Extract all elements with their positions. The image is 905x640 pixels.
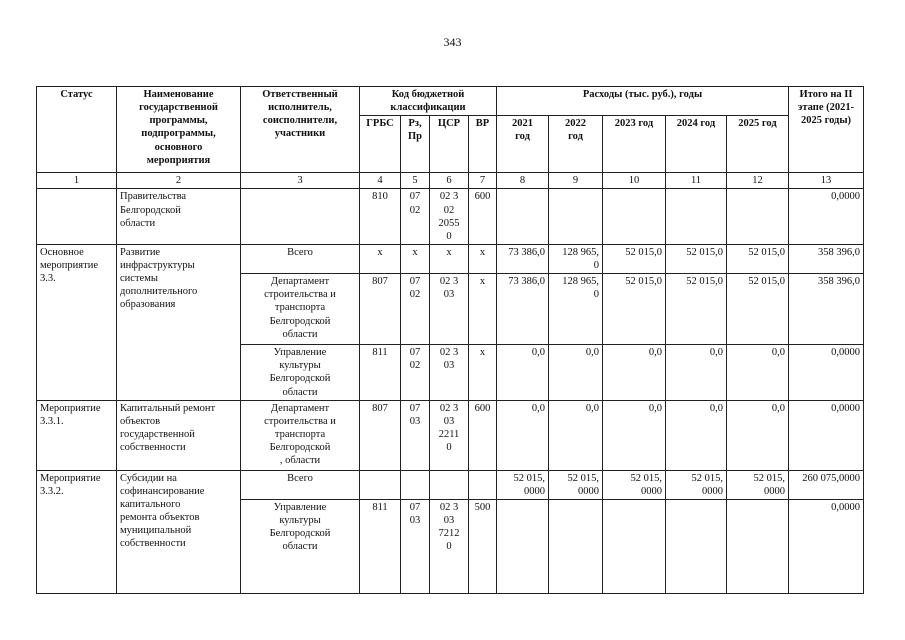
cell-text-line: 07 xyxy=(409,347,421,359)
total-cell: 260 075,0000 xyxy=(789,470,864,499)
cell-text-line: 0000 xyxy=(524,485,545,497)
cell-text-line: 07 xyxy=(409,402,421,414)
amount-2025-cell xyxy=(727,470,789,499)
status-cell xyxy=(37,244,117,400)
amount-2025-cell xyxy=(727,345,789,401)
executor-cell xyxy=(241,345,360,401)
cell-text-line: 02 xyxy=(443,204,455,216)
cell-text-line: 03 xyxy=(443,515,455,526)
cell-text-line: 52 015, xyxy=(513,472,545,484)
cell-text-line: ЦСР xyxy=(437,118,461,130)
cell-text-line: 0,0 xyxy=(531,402,545,414)
cell-text-line: Управление xyxy=(273,347,327,359)
grbs-cell: 811 xyxy=(360,499,401,593)
rzpr-cell xyxy=(401,274,430,345)
header-expenses xyxy=(497,87,789,116)
cell-text-line: 02 3 xyxy=(439,191,459,203)
total-cell: 0,0000 xyxy=(789,400,864,470)
amount-2024-cell xyxy=(666,470,727,499)
cell-text-line: 7212 xyxy=(438,528,460,540)
cell-text-line: Код бюджетной xyxy=(391,89,465,100)
cell-text-line: Всего xyxy=(287,472,313,484)
name-cell xyxy=(117,189,241,245)
cell-text-line: Итого на II xyxy=(799,89,853,100)
column-number: 6 xyxy=(430,173,469,189)
cell-text-line: мероприятия xyxy=(146,154,211,166)
cell-text-line: 02 xyxy=(409,360,421,372)
cell-text-line: 03 xyxy=(409,515,421,526)
cell-text-line: 3.3.1. xyxy=(40,415,64,427)
cell-text-line: 2025 годы) xyxy=(800,115,852,127)
header-name xyxy=(117,87,241,173)
cell-text-line: 0,0 xyxy=(771,347,785,359)
cell-text-line: 0 xyxy=(593,289,599,301)
cell-text-line: 52 015, xyxy=(753,472,785,484)
cell-text-line: 02 xyxy=(409,204,421,216)
cell-text-line: 02 3 xyxy=(439,501,459,513)
cell-text-line: 07 xyxy=(409,191,421,203)
cell-text-line: Белгородской xyxy=(120,204,181,216)
cell-text-line: области xyxy=(282,386,318,398)
cell-text-line: Белгородской xyxy=(269,315,331,327)
column-number: 7 xyxy=(469,173,497,189)
column-number-row xyxy=(37,173,864,189)
cell-text-line: Белгородской xyxy=(269,528,331,540)
header-grbs xyxy=(360,116,401,173)
header-total xyxy=(789,87,864,173)
cell-text-line: мероприятие xyxy=(40,260,98,271)
total-cell: 0,0000 xyxy=(789,345,864,401)
amount-2023-cell xyxy=(603,274,666,345)
cell-text-line: Рз, xyxy=(408,118,422,130)
amount-cell xyxy=(603,189,666,245)
cell-text-line: дополнительного xyxy=(120,286,198,298)
cell-text-line: собственности xyxy=(120,442,186,453)
page-number: 343 xyxy=(443,35,462,49)
grbs-cell: 810 xyxy=(360,189,401,245)
cell-text-line: инфраструктуры xyxy=(120,260,195,271)
cell-text-line: Пр xyxy=(407,131,422,143)
cell-text-line: 0000 xyxy=(578,485,599,497)
amount-cell xyxy=(666,189,727,245)
cell-text-line: 52 015, xyxy=(567,472,599,484)
amount-2022-cell xyxy=(549,345,603,401)
cell-text-line: Департамент xyxy=(270,276,330,288)
cell-text-line: 0,0 xyxy=(585,402,599,414)
budget-table xyxy=(36,86,864,594)
cell-text-line: 52 015, xyxy=(691,472,723,484)
column-number: 11 xyxy=(666,173,727,189)
cell-text-line: софинансирование xyxy=(120,485,205,497)
vr-cell: х xyxy=(469,345,497,401)
cell-text-line: транспорта xyxy=(274,302,326,314)
csr-cell xyxy=(430,470,469,499)
amount-2025-cell xyxy=(727,400,789,470)
cell-text-line: этапе (2021- xyxy=(797,102,855,114)
cell-text-line: 02 3 xyxy=(439,276,459,288)
cell-text-line: 128 965, xyxy=(562,276,599,288)
cell-text-line: 52 015,0 xyxy=(686,246,723,258)
cell-text-line: 52 015,0 xyxy=(625,246,662,258)
cell-text-line: 2021 xyxy=(512,118,533,130)
cell-text-line: классификации xyxy=(390,102,466,114)
cell-text-line: 52 015, xyxy=(630,472,662,484)
cell-text-line: 02 xyxy=(409,289,421,301)
amount-2021-cell xyxy=(497,400,549,470)
executor-cell xyxy=(241,470,360,499)
cell-text-line: 3.3.2. xyxy=(40,485,64,497)
cell-text-line: 52 015,0 xyxy=(748,276,785,288)
cell-text-line: 0,0 xyxy=(771,402,785,414)
amount-2023-cell xyxy=(603,345,666,401)
cell-text-line: 2211 xyxy=(438,428,460,440)
cell-text-line: области xyxy=(120,217,156,229)
cell-text-line: Правительства xyxy=(120,191,187,203)
header-2021 xyxy=(497,116,549,173)
cell-text-line: образования xyxy=(120,299,176,311)
amount-cell xyxy=(727,189,789,245)
vr-cell: 600 xyxy=(469,400,497,470)
header-2022 xyxy=(549,116,603,173)
header-budget-code xyxy=(360,87,497,116)
cell-text-line: культуры xyxy=(279,515,321,526)
vr-cell: х xyxy=(469,274,497,345)
cell-text-line: 52 015,0 xyxy=(686,276,723,288)
csr-cell xyxy=(430,274,469,345)
amount-cell xyxy=(727,499,789,593)
cell-text-line: области xyxy=(282,328,318,340)
cell-text-line: 73 386,0 xyxy=(508,276,545,288)
cell-text-line: строительства и xyxy=(264,415,336,427)
amount-2023-cell xyxy=(603,400,666,470)
cell-text-line: государственной xyxy=(120,428,195,440)
cell-text-line: х xyxy=(446,246,452,258)
cell-text-line: государственной xyxy=(139,102,218,114)
rzpr-cell xyxy=(401,400,430,470)
cell-text-line: год xyxy=(515,131,530,143)
rzpr-cell xyxy=(401,470,430,499)
table-row xyxy=(37,400,864,470)
amount-cell xyxy=(497,499,549,593)
amount-2022-cell xyxy=(549,274,603,345)
cell-text-line: Капитальный ремонт xyxy=(120,402,216,414)
vr-cell xyxy=(469,470,497,499)
cell-text-line: ремонта объектов xyxy=(120,512,200,523)
cell-text-line: 3.3. xyxy=(40,273,56,285)
cell-text-line: 0000 xyxy=(641,485,662,497)
cell-text-line: Всего xyxy=(287,246,313,258)
column-number: 9 xyxy=(549,173,603,189)
column-number: 5 xyxy=(401,173,430,189)
rzpr-cell xyxy=(401,189,430,245)
vr-cell: 500 xyxy=(469,499,497,593)
cell-text-line: Наименование xyxy=(143,89,214,100)
amount-2023-cell xyxy=(603,470,666,499)
csr-cell xyxy=(430,189,469,245)
cell-text-line: 02 3 xyxy=(439,347,459,359)
table-row xyxy=(37,189,864,245)
cell-text-line: 0,0 xyxy=(531,347,545,359)
amount-2021-cell xyxy=(497,244,549,273)
cell-text-line: 0000 xyxy=(702,485,723,497)
grbs-cell: х xyxy=(360,244,401,273)
cell-text-line: 2025 год xyxy=(738,118,777,130)
cell-text-line: системы xyxy=(120,273,158,285)
amount-cell xyxy=(603,499,666,593)
cell-text-line: 0 xyxy=(593,260,599,271)
cell-text-line: 03 xyxy=(443,360,455,372)
cell-text-line: 0 xyxy=(446,442,452,453)
amount-2021-cell xyxy=(497,470,549,499)
cell-text-line: транспорта xyxy=(274,428,326,440)
executor-cell xyxy=(241,499,360,593)
amount-cell xyxy=(666,499,727,593)
cell-text-line: Мероприятие xyxy=(40,472,101,484)
amount-2024-cell xyxy=(666,345,727,401)
header-status xyxy=(37,87,117,173)
rzpr-cell xyxy=(401,345,430,401)
cell-text-line: собственности xyxy=(120,538,186,550)
executor-cell xyxy=(241,400,360,470)
cell-text-line: 52 015,0 xyxy=(625,276,662,288)
amount-2024-cell xyxy=(666,244,727,273)
cell-text-line: 2055 xyxy=(438,217,460,229)
cell-text-line: 0 xyxy=(446,541,452,553)
cell-text-line: участники xyxy=(274,128,326,140)
cell-text-line: 2022 xyxy=(565,118,586,130)
rzpr-cell xyxy=(401,244,430,273)
column-number: 13 xyxy=(789,173,864,189)
column-number: 4 xyxy=(360,173,401,189)
cell-text-line: Управление xyxy=(273,501,327,513)
cell-text-line: ВР xyxy=(475,118,490,130)
vr-cell: 600 xyxy=(469,189,497,245)
column-number: 1 xyxy=(37,173,117,189)
cell-text-line: 07 xyxy=(409,276,421,288)
cell-text-line: ГРБС xyxy=(366,118,394,130)
cell-text-line: Основное xyxy=(40,246,84,258)
total-cell: 358 396,0 xyxy=(789,274,864,345)
cell-text-line: 0,0 xyxy=(709,347,723,359)
cell-text-line: области xyxy=(282,541,318,553)
cell-text-line: 52 015,0 xyxy=(748,246,785,258)
cell-text-line: 0000 xyxy=(764,485,785,497)
cell-text-line: Департамент xyxy=(270,402,330,414)
grbs-cell: 811 xyxy=(360,345,401,401)
cell-text-line: 02 3 xyxy=(439,402,459,414)
cell-text-line: 128 965, xyxy=(562,246,599,258)
header-rzpr xyxy=(401,116,430,173)
grbs-cell: 807 xyxy=(360,400,401,470)
cell-text-line: х xyxy=(412,246,418,258)
amount-2024-cell xyxy=(666,274,727,345)
amount-2021-cell xyxy=(497,274,549,345)
header-executor xyxy=(241,87,360,173)
name-cell xyxy=(117,470,241,593)
amount-2023-cell xyxy=(603,244,666,273)
cell-text-line: 0 xyxy=(446,230,452,242)
header-row-1 xyxy=(37,87,864,116)
cell-text-line: 03 xyxy=(443,289,455,301)
amount-2022-cell xyxy=(549,470,603,499)
cell-text-line: 0,0 xyxy=(648,402,662,414)
total-cell: 0,0000 xyxy=(789,499,864,593)
total-cell: 358 396,0 xyxy=(789,244,864,273)
table-row xyxy=(37,244,864,273)
cell-text-line: 0,0 xyxy=(709,402,723,414)
csr-cell xyxy=(430,400,469,470)
cell-text-line: Субсидии на xyxy=(120,472,177,484)
cell-text-line: капитального xyxy=(120,498,181,510)
executor-cell xyxy=(241,274,360,345)
cell-text-line: год xyxy=(568,131,583,143)
cell-text-line: исполнитель, xyxy=(268,102,332,114)
csr-cell xyxy=(430,499,469,593)
total-cell: 0,0000 xyxy=(789,189,864,245)
cell-text-line: подпрограммы, xyxy=(141,128,216,140)
grbs-cell: 807 xyxy=(360,274,401,345)
cell-text-line: муниципальной xyxy=(120,525,192,537)
cell-text-line: Ответственный xyxy=(262,89,338,100)
status-cell xyxy=(37,470,117,593)
cell-text-line: основного xyxy=(154,141,203,153)
amount-2022-cell xyxy=(549,244,603,273)
cell-text-line: 03 xyxy=(409,415,421,427)
cell-text-line: Статус xyxy=(60,89,93,100)
executor-cell xyxy=(241,244,360,273)
cell-text-line: объектов xyxy=(120,415,161,427)
column-number: 3 xyxy=(241,173,360,189)
cell-text-line: 2024 год xyxy=(676,118,716,130)
column-number: 12 xyxy=(727,173,789,189)
cell-text-line: 0,0 xyxy=(648,347,662,359)
cell-text-line: соисполнители, xyxy=(262,115,338,127)
amount-2022-cell xyxy=(549,400,603,470)
amount-2024-cell xyxy=(666,400,727,470)
header-2023 xyxy=(603,116,666,173)
amount-cell xyxy=(549,189,603,245)
executor-cell xyxy=(241,189,360,245)
status-cell xyxy=(37,400,117,470)
cell-text-line: Развитие xyxy=(120,246,161,258)
column-number: 8 xyxy=(497,173,549,189)
header-2024 xyxy=(666,116,727,173)
cell-text-line: 07 xyxy=(409,501,421,513)
rzpr-cell xyxy=(401,499,430,593)
cell-text-line: 0,0 xyxy=(585,347,599,359)
header-2025 xyxy=(727,116,789,173)
header-vr xyxy=(469,116,497,173)
cell-text-line: строительства и xyxy=(264,289,336,301)
amount-cell xyxy=(549,499,603,593)
cell-text-line: , области xyxy=(279,455,321,467)
name-cell xyxy=(117,400,241,470)
cell-text-line: программы, xyxy=(149,115,208,127)
cell-text-line: культуры xyxy=(279,360,321,372)
amount-cell xyxy=(497,189,549,245)
cell-text-line: Расходы (тыс. руб.), годы xyxy=(582,89,703,100)
cell-text-line: Белгородской xyxy=(269,442,331,453)
cell-text-line: 73 386,0 xyxy=(508,246,545,258)
grbs-cell xyxy=(360,470,401,499)
csr-cell xyxy=(430,244,469,273)
cell-text-line: 2023 год xyxy=(614,118,654,130)
vr-cell: х xyxy=(469,244,497,273)
table-row xyxy=(37,470,864,499)
amount-2025-cell xyxy=(727,274,789,345)
header-csr xyxy=(430,116,469,173)
amount-2025-cell xyxy=(727,244,789,273)
column-number: 10 xyxy=(603,173,666,189)
cell-text-line: 03 xyxy=(443,415,455,427)
name-cell xyxy=(117,244,241,400)
cell-text-line: Белгородской xyxy=(269,373,331,385)
cell-text-line: Мероприятие xyxy=(40,402,101,414)
csr-cell xyxy=(430,345,469,401)
amount-2021-cell xyxy=(497,345,549,401)
column-number: 2 xyxy=(117,173,241,189)
status-cell xyxy=(37,189,117,245)
